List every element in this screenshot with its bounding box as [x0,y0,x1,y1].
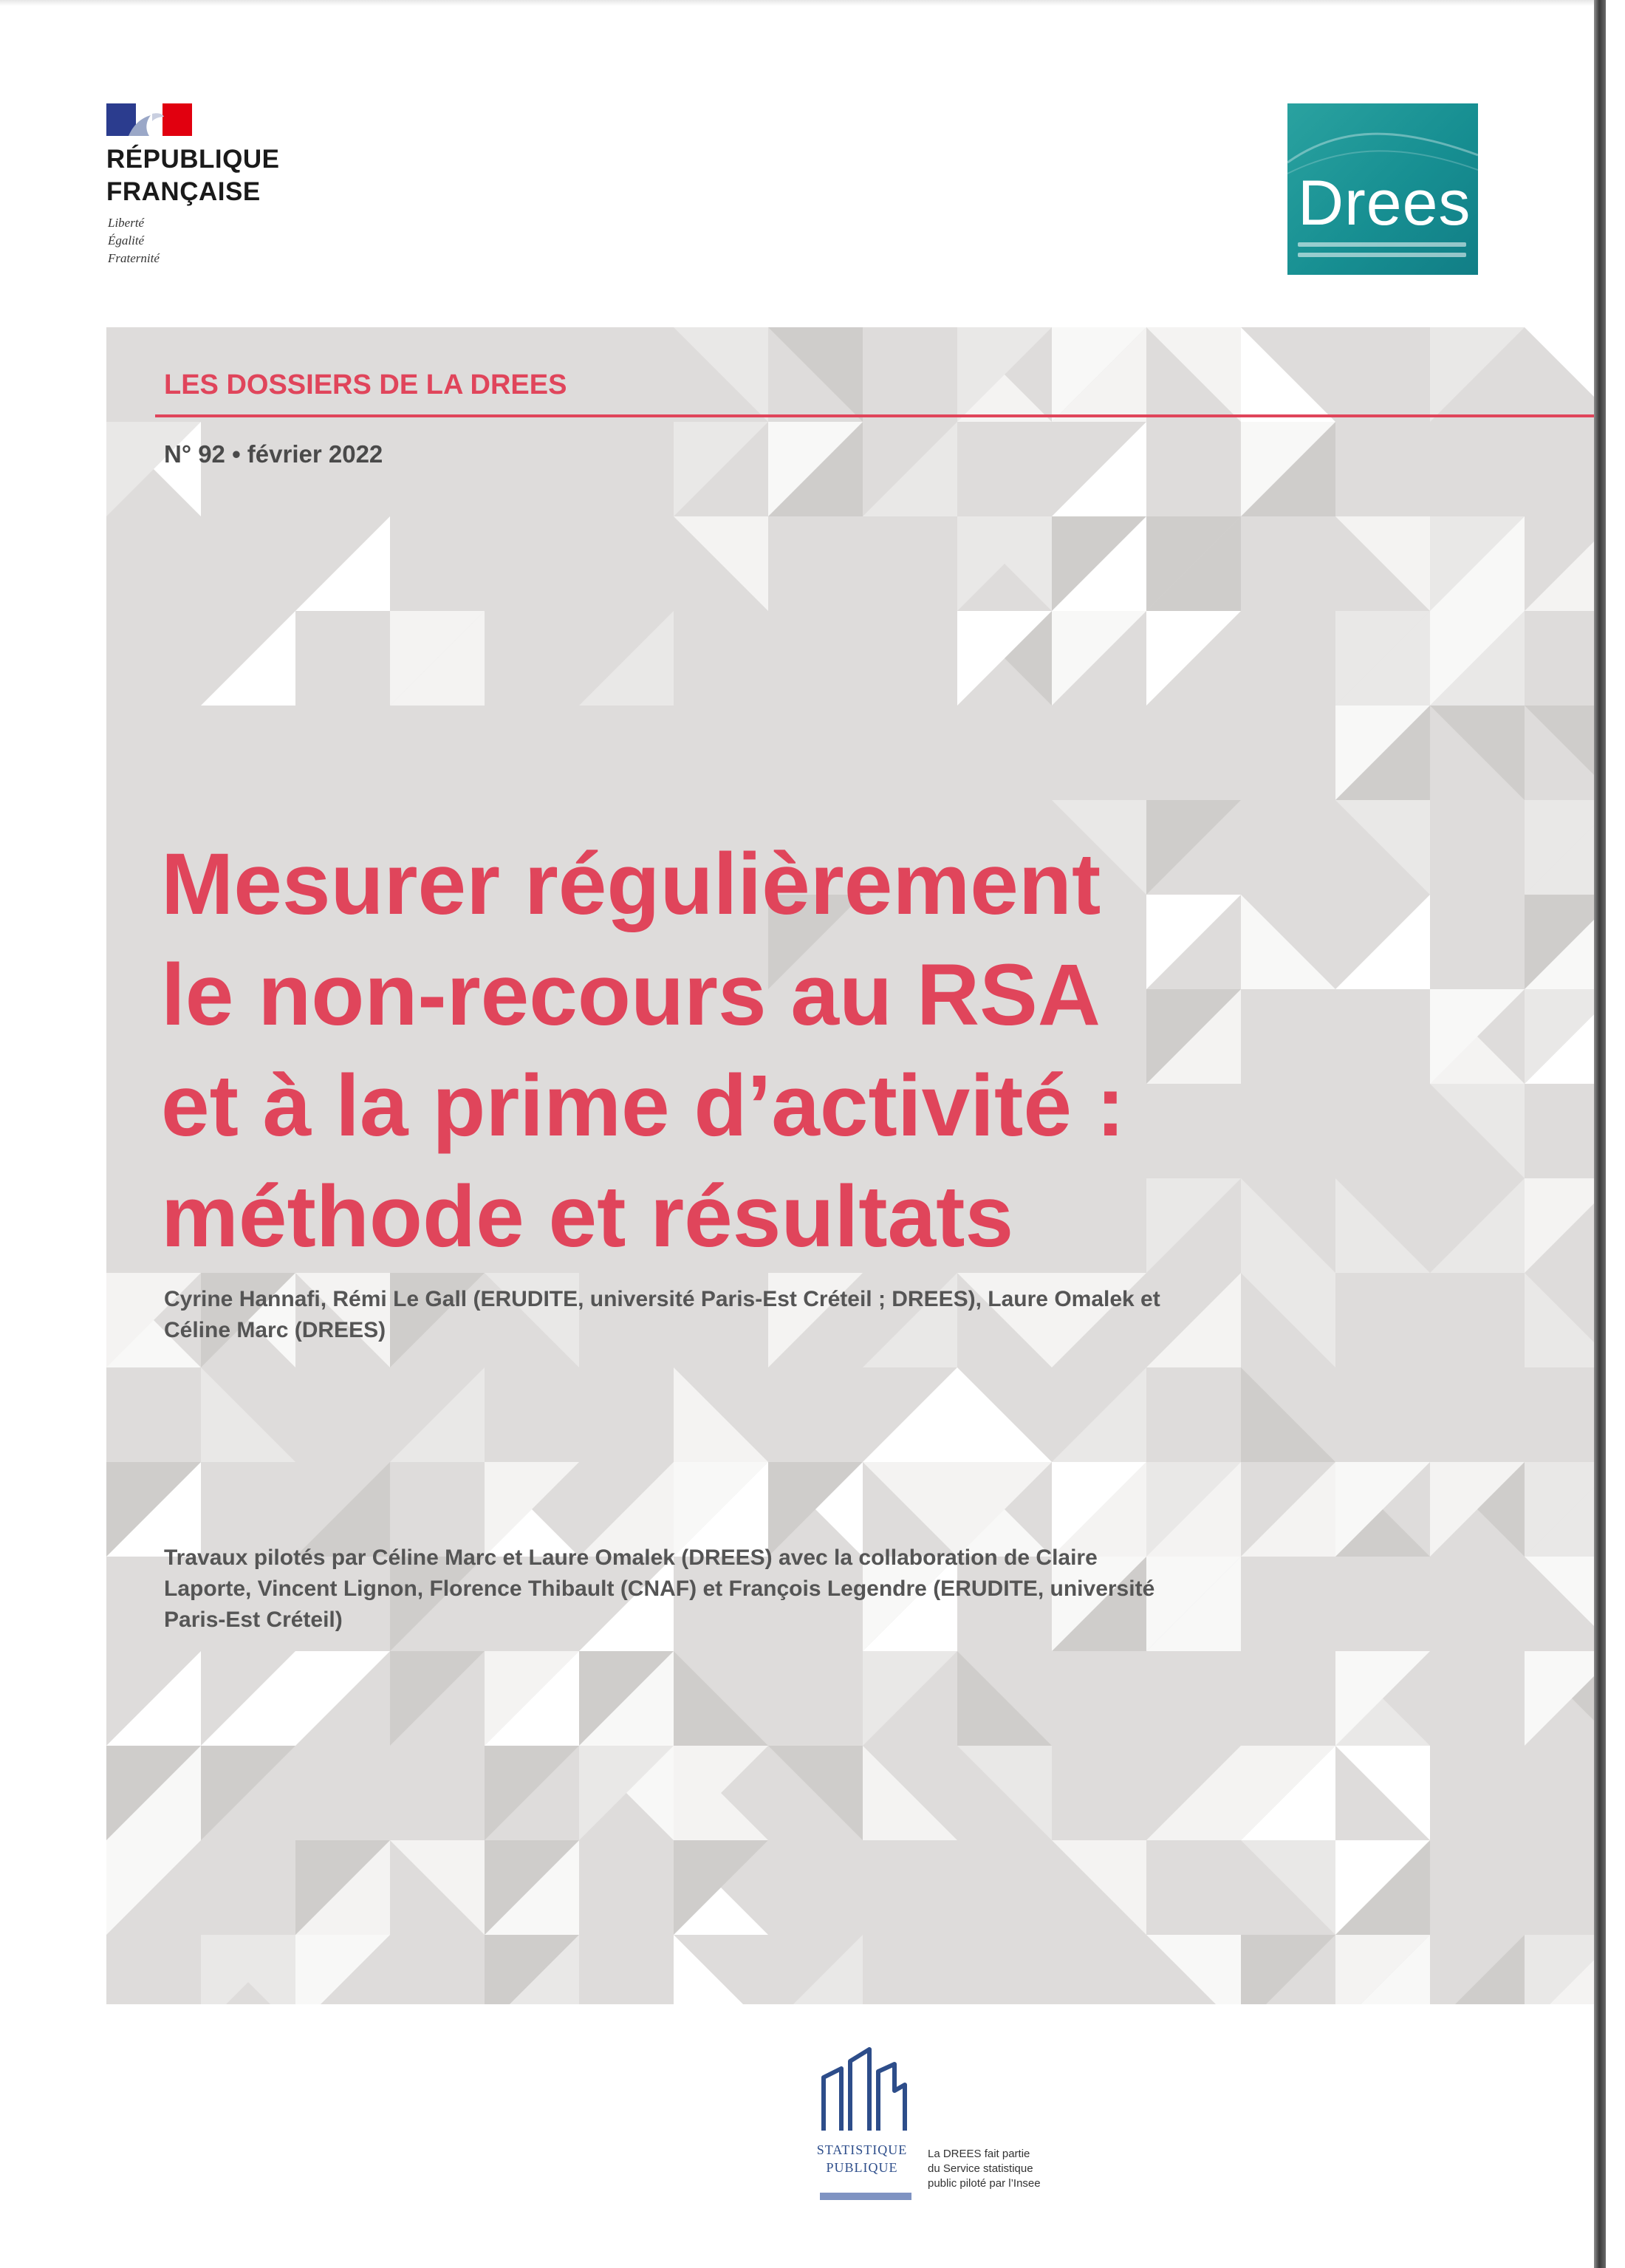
pattern-triangle [1430,327,1525,422]
credits-line: Travaux pilotés par Céline Marc et Laure Omalek (DREES) avec la collaboration de Claire [164,1545,1098,1570]
pattern-triangle [1335,895,1430,989]
pattern-triangle [1241,1935,1335,2004]
pattern-triangle [201,611,295,706]
pattern-triangle [1146,611,1241,706]
pattern-triangle [1146,1935,1241,2004]
pattern-triangle [863,422,957,516]
pattern-triangle [1052,1840,1146,1935]
pattern-triangle [863,1651,957,1746]
drees-logo-tagline [1298,242,1466,263]
pattern-triangle [863,1746,957,1840]
pattern-triangle [1525,706,1594,800]
pattern-triangle [1430,1084,1525,1178]
pattern-triangle [485,1746,579,1840]
pattern-triangle [390,1840,485,1935]
pattern-triangle [674,327,768,422]
pattern-triangle [674,1935,768,2004]
pattern-triangle [1052,1367,1146,1462]
page-edge-right [1594,0,1606,2268]
pattern-triangle [579,611,674,706]
pattern-triangle [957,1746,1052,1840]
drees-logo-icon [1287,103,1478,275]
caption-line: public piloté par l’Insee [928,2177,1041,2190]
pattern-triangle [1335,1178,1430,1273]
pattern-triangle [201,1367,295,1462]
pattern-triangle [390,1651,485,1746]
statistique-publique-caption [928,2147,1120,2191]
wordmark-line: PUBLIQUE [826,2160,898,2175]
pattern-triangle [295,1935,390,2004]
pattern-triangle [768,1935,863,2004]
pattern-triangle [1335,1746,1430,1840]
pattern-triangle [1430,706,1525,800]
french-flag-icon [106,103,192,136]
pattern-triangle [1241,1840,1335,1935]
pattern-triangle [1525,1178,1594,1273]
pattern-triangle [1241,1367,1335,1462]
authors [164,1284,1420,1346]
title-line: et à la prime d’activité : [161,1057,1126,1155]
caption-line: La DREES fait partie [928,2148,1030,2160]
pattern-triangle [768,327,863,422]
pattern-triangle [674,516,768,611]
pattern-triangle [674,422,768,516]
pattern-triangle [295,516,390,611]
document-title [161,829,1343,1272]
pattern-triangle [1525,1557,1594,1651]
republic-motto [108,214,256,267]
series-rule [155,414,1594,417]
pattern-triangle [863,1367,957,1462]
pattern-triangle [1525,327,1594,422]
republic-line: RÉPUBLIQUE [106,145,280,174]
pattern-triangle [674,1651,768,1746]
pattern-triangle [1146,1746,1241,1840]
pattern-triangle [1335,516,1430,611]
republic-line: FRANÇAISE [106,177,261,206]
page-edge-top [0,0,1594,6]
pattern-triangle [390,1367,485,1462]
pattern-triangle [201,1746,295,1840]
pattern-triangle [106,1840,201,1935]
caption-line: du Service statistique [928,2162,1033,2175]
statistique-publique-icon [815,2039,918,2135]
pattern-triangle [1241,327,1335,422]
motto-line: Liberté [108,216,145,230]
credits-line: Paris-Est Créteil) [164,1608,343,1632]
pattern-triangle [957,1651,1052,1746]
authors-line: Cyrine Hannafi, Rémi Le Gall (ERUDITE, université Paris-Est Créteil ; DREES), Laure Omalek et [164,1287,1160,1311]
series-label: LES DOSSIERS DE LA DREES [164,369,567,400]
wordmark-line: STATISTIQUE [816,2142,908,2157]
statistique-publique-bar [820,2193,911,2200]
pattern-triangle [1146,327,1241,422]
pattern-triangle [1052,611,1146,706]
drees-logo-word: Drees [1298,168,1471,239]
pattern-triangle [201,1651,295,1746]
issue-number-date: N° 92 • février 2022 [164,440,383,468]
pattern-triangle [106,1651,201,1746]
pattern-triangle [1525,1273,1594,1367]
credits-line: Laporte, Vincent Lignon, Florence Thibault (CNAF) et François Legendre (ERUDITE, université [164,1577,1155,1601]
title-line: méthode et résultats [161,1168,1014,1265]
pattern-triangle [1430,1178,1525,1273]
republique-francaise-name [106,143,343,208]
motto-line: Fraternité [108,251,160,265]
pattern-triangle [1335,800,1430,895]
pattern-triangle [674,1367,768,1462]
pattern-triangle [1430,1935,1525,2004]
credits [164,1543,1420,1636]
pattern-triangle [1052,422,1146,516]
title-line: le non-recours au RSA [161,946,1101,1044]
motto-line: Égalité [108,233,145,247]
pattern-triangle [957,1367,1052,1462]
pattern-triangle [295,1651,390,1746]
authors-line: Céline Marc (DREES) [164,1318,386,1342]
title-line: Mesurer régulièrement [161,836,1101,933]
pattern-triangle [768,1746,863,1840]
pattern-triangle [1525,516,1594,611]
statistique-publique-wordmark [807,2141,917,2176]
